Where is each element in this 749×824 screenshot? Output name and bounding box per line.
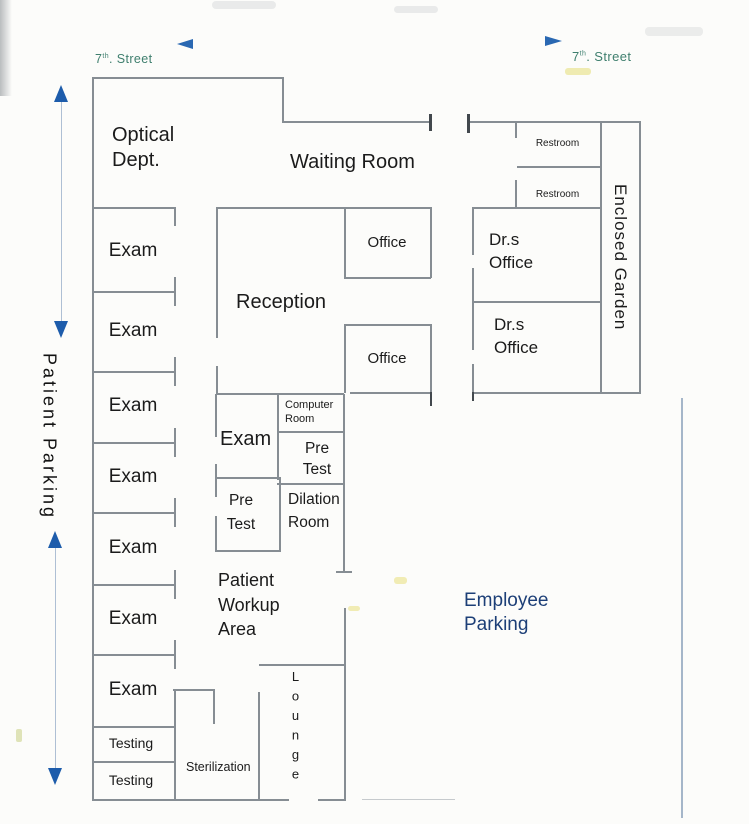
arrow-down-icon <box>54 321 68 338</box>
room-label-drs-office-bottom: Dr.s Office <box>494 315 539 357</box>
wall-segment <box>600 392 640 394</box>
room-label-office-top: Office <box>367 234 407 251</box>
room-label-testing-2: Testing <box>108 772 154 788</box>
street-arrow-right-icon <box>545 36 562 46</box>
highlight-mark <box>16 729 22 742</box>
wall-segment <box>92 584 175 586</box>
wall-segment <box>215 550 281 552</box>
street-number: 7 <box>95 52 103 66</box>
wall-segment <box>472 207 600 209</box>
wall-segment <box>430 392 432 406</box>
wall-segment <box>259 664 345 666</box>
room-label-lounge: Lounge <box>288 669 303 786</box>
wall-segment <box>174 357 176 386</box>
room-label-optical-dept: Optical Dept. <box>112 124 175 171</box>
street-number: 7 <box>572 49 580 64</box>
street-name: . Street <box>109 52 153 66</box>
room-label-exam-3: Exam <box>108 395 158 416</box>
wall-segment <box>174 277 176 306</box>
wall-segment <box>92 512 175 514</box>
wall-segment <box>517 166 600 168</box>
highlight-mark <box>394 577 407 584</box>
wall-segment <box>174 690 176 800</box>
room-label-pre-test-lower: Pre Test <box>226 492 256 533</box>
room-label-enclosed-garden: Enclosed Garden <box>611 183 630 331</box>
room-label-testing-1: Testing <box>108 735 154 751</box>
wall-segment <box>213 689 215 724</box>
wall-segment <box>174 570 176 599</box>
wall-segment <box>215 516 217 551</box>
wall-segment <box>429 114 432 131</box>
area-label-patient-workup: Patient Workup Area <box>218 570 280 639</box>
room-label-exam-6: Exam <box>108 608 158 629</box>
arrow-down-icon <box>48 768 62 785</box>
wall-segment <box>92 207 175 209</box>
wall-segment <box>282 77 284 122</box>
wall-segment <box>216 207 218 338</box>
room-label-exam-4: Exam <box>108 466 158 487</box>
wall-segment <box>600 121 602 394</box>
room-label-office-bottom: Office <box>367 350 407 367</box>
room-label-sterilization: Sterilization <box>186 760 251 774</box>
room-label-computer-room: Computer Room <box>285 399 334 425</box>
wall-segment <box>277 431 344 433</box>
street-ordinal: th <box>102 52 109 60</box>
wall-segment <box>216 366 218 394</box>
parking-arrow-line <box>61 100 62 324</box>
room-label-restroom-bottom: Restroom <box>535 189 580 200</box>
room-label-exam-1: Exam <box>108 240 158 261</box>
wall-segment <box>515 121 517 138</box>
wall-segment <box>472 392 474 401</box>
wall-segment <box>92 761 175 763</box>
wall-segment <box>92 654 175 656</box>
scan-smudge <box>645 27 703 36</box>
scan-smudge <box>394 6 438 13</box>
street-name: . Street <box>586 49 632 64</box>
wall-segment <box>215 477 279 479</box>
wall-segment <box>472 301 600 303</box>
employee-parking-boundary <box>681 398 683 818</box>
wall-segment <box>173 689 215 691</box>
wall-segment <box>92 77 283 79</box>
scan-smudge <box>212 1 276 9</box>
wall-segment <box>344 608 346 800</box>
wall-segment <box>258 692 260 800</box>
wall-segment <box>279 477 281 551</box>
wall-segment <box>350 392 431 394</box>
wall-segment <box>472 392 600 394</box>
wall-segment <box>344 277 431 279</box>
wall-segment <box>216 207 431 209</box>
room-label-drs-office-top: Dr.s Office <box>489 230 534 272</box>
wall-segment <box>344 324 431 326</box>
wall-segment <box>92 726 175 728</box>
wall-segment <box>430 207 432 278</box>
room-label-dilation-room: Dilation Room <box>288 491 340 531</box>
wall-segment <box>92 442 175 444</box>
wall-segment <box>215 477 217 497</box>
room-label-reception: Reception <box>236 291 327 313</box>
room-label-pre-test-upper: Pre Test <box>302 440 332 478</box>
wall-segment <box>92 291 175 293</box>
wall-segment <box>216 393 344 395</box>
room-label-waiting-room: Waiting Room <box>290 151 415 173</box>
wall-segment <box>174 428 176 457</box>
wall-segment <box>277 394 279 480</box>
highlight-mark <box>565 68 591 75</box>
room-label-exam-5: Exam <box>108 537 158 558</box>
wall-segment <box>282 121 430 123</box>
area-label-employee-parking: Employee Parking <box>464 590 549 635</box>
street-arrow-left-icon <box>177 39 193 49</box>
patient-parking-label: Patient Parking <box>39 353 60 521</box>
wall-segment <box>472 268 474 350</box>
highlight-mark <box>348 606 360 611</box>
faint-lot-line <box>362 799 455 800</box>
wall-segment <box>430 324 432 393</box>
wall-segment <box>468 121 600 123</box>
wall-segment <box>639 121 641 394</box>
wall-segment <box>472 207 474 255</box>
wall-segment <box>174 207 176 226</box>
street-ordinal: th <box>579 50 587 58</box>
wall-segment <box>215 394 217 437</box>
room-label-restroom-top: Restroom <box>535 138 580 149</box>
room-label-exam-middle: Exam <box>220 428 272 450</box>
wall-segment <box>467 114 470 133</box>
parking-arrow-line <box>55 547 56 771</box>
room-label-exam-2: Exam <box>108 320 158 341</box>
wall-segment <box>277 483 344 485</box>
street-label-left <box>95 38 153 66</box>
room-label-exam-7: Exam <box>108 679 158 700</box>
wall-segment <box>472 364 474 394</box>
wall-segment <box>174 640 176 669</box>
wall-segment <box>318 799 346 801</box>
arrow-up-icon <box>54 85 68 102</box>
wall-segment <box>174 498 176 527</box>
street-label-right <box>572 34 631 64</box>
scan-smudge <box>0 0 12 96</box>
wall-segment <box>92 371 175 373</box>
wall-segment <box>336 571 352 573</box>
